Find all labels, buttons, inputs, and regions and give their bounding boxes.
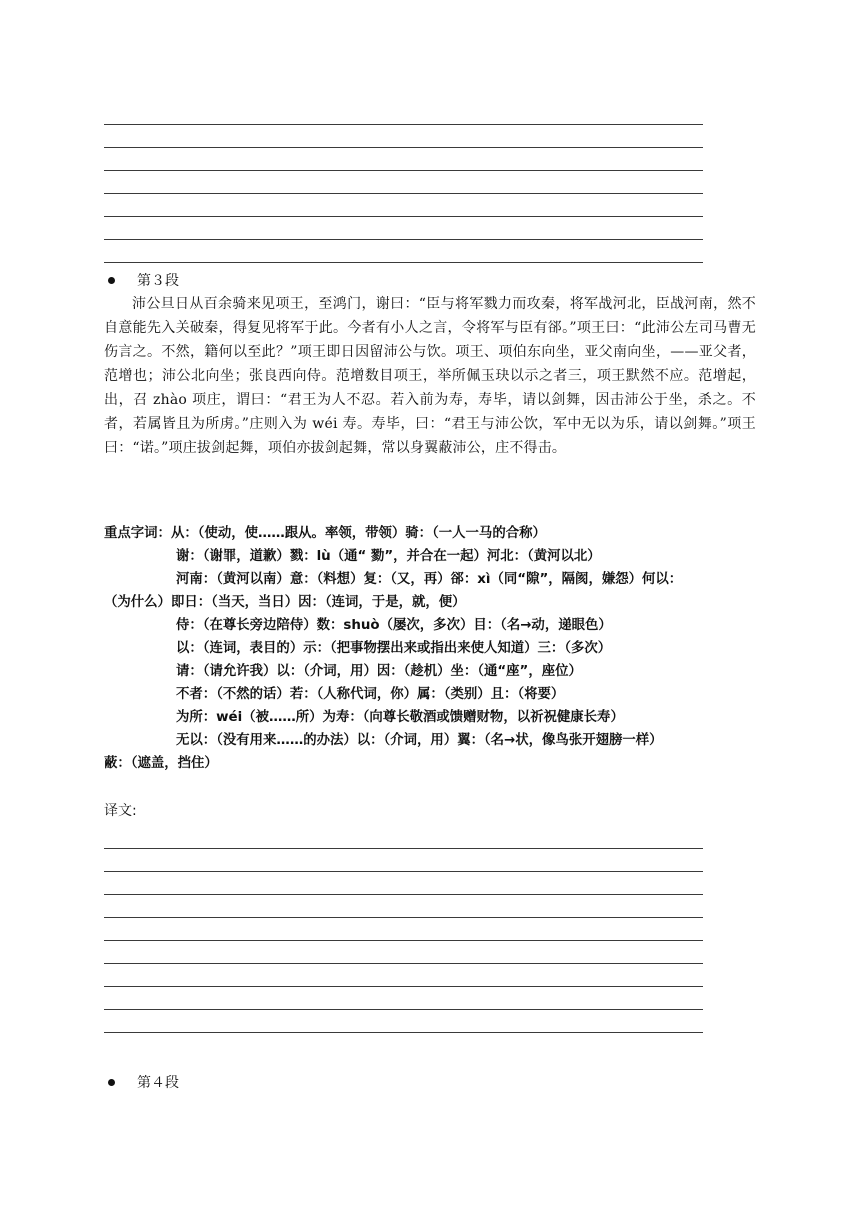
vocab-line: 以：（连词，表目的）示：（把事物摆出来或指出来使人知道）三：（多次） — [176, 641, 612, 656]
vocab-line: 为所：wéi（被……所）为寿：（向尊长敬酒或馈赠财物，以祈祝健康长寿） — [176, 710, 624, 725]
section-3-passage: 沛公旦日从百余骑来见项王，至鸿门，谢曰：“臣与将军戮力而攻秦，将军战河北，臣战河南，然不自意能先入关破秦，得复见将军于此。今者有小人之言，令将军与臣有郤。”项王曰：“此沛公左司马曹无伤言之。不然，籍何以至此？”项王即日因留沛公与饮。项王、项伯东向坐，亚父南向坐，——亚父者，范增也；沛公北向坐；张良西向侍。范增数目项王，举所佩玉玦以示之者三，项王默然不应。范增起，出，召 zhào 项庄，谓曰：“君王为人不忍。若入前为寿，寿毕，请以剑舞，因击沛公于坐，杀之。不者，若属皆且为所虏。”庄则入为 wéi 寿。寿毕，曰：“君王与沛公饮，军中无以为乐，请以剑舞。”项王曰：“诺。”项庄拔剑起舞，项伯亦拔剑起舞，常以身翼蔽沛公，庄不得击。 — [104, 296, 756, 456]
answer-line — [104, 986, 703, 987]
answer-line — [104, 239, 703, 240]
answer-line — [104, 871, 703, 872]
answer-line — [104, 262, 703, 263]
vocab-line: 无以：（没有用来……的办法）以：（介词，用）翼：（名→状，像鸟张开翅膀一样） — [176, 733, 663, 748]
answer-line — [104, 193, 703, 194]
answer-line — [104, 1009, 703, 1010]
answer-line — [104, 1032, 703, 1033]
answer-line — [104, 963, 703, 964]
vocab-line: 河南：（黄河以南）意：（料想）复：（又，再）郤：xì（同“隙”，隔阂，嫌怨）何以： — [176, 572, 683, 587]
section-3-heading — [104, 270, 179, 290]
translation-answer-lines — [104, 848, 703, 1055]
answer-line — [104, 940, 703, 941]
section-3-title: 第３段 — [137, 273, 179, 289]
answer-line — [104, 894, 703, 895]
answer-line — [104, 170, 703, 171]
vocab-line: 蔽：（遮盖，挡住） — [104, 756, 218, 771]
answer-line — [104, 848, 703, 849]
vocab-line: 重点字词：从：（使动，使……跟从。率领，带领）骑：（一人一马的合称） — [104, 526, 546, 541]
translation-label: 译文: — [104, 803, 137, 819]
section-4-title: 第４段 — [137, 1075, 179, 1091]
answer-line — [104, 216, 703, 217]
answer-lines-top — [104, 124, 703, 285]
bullet-icon — [108, 1079, 115, 1086]
vocab-line: 请：（请允许我）以：（介词，用）因：（趁机）坐：（通“座”，座位） — [176, 664, 582, 679]
answer-line — [104, 147, 703, 148]
section-4-heading — [104, 1072, 179, 1092]
answer-line — [104, 124, 703, 125]
answer-line — [104, 917, 703, 918]
vocab-line: 谢：（谢罪，道歉）戮：lù（通“ 勠”，并合在一起）河北：（黄河以北） — [176, 549, 601, 564]
key-vocabulary — [104, 522, 764, 775]
vocab-line: 不者：（不然的话）若：（人称代词，你）属：（类别）且：（将要） — [176, 687, 565, 702]
vocab-line: 侍：（在尊长旁边陪侍）数：shuò（屡次，多次）目：（名→动，递眼色） — [176, 618, 612, 633]
bullet-icon — [108, 277, 115, 284]
vocab-line: （为什么）即日：（当天，当日）因：（连词，于是，就，便） — [104, 595, 466, 610]
